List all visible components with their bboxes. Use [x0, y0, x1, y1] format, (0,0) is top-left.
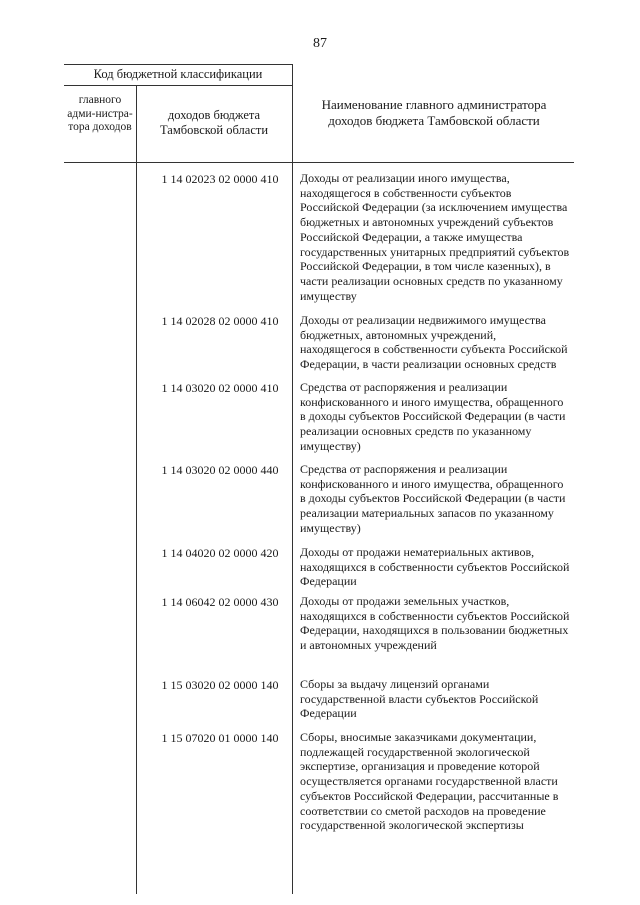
- row-code-4: 1 14 03020 02 0000 440: [161, 463, 279, 477]
- row-code-2: 1 14 02028 02 0000 410: [161, 314, 279, 328]
- row-code-5: 1 14 04020 02 0000 420: [161, 546, 279, 560]
- row-name-3: Средства от распоряжения и реализации конфискованного и иного имущества, обращенного в доходы субъектов Российской Федерации (в части реализации основных средств по указанному имуществу): [300, 380, 566, 453]
- row-name-1: Доходы от реализации иного имущества, находящегося в собственности субъектов Российской Федерации (за исключением имущества бюджетных и автономных учреждений субъектов Российской Федерации, а также имущества государственных унитарных предприятий субъектов Российской Федерации, в том числе казенных), в части реализации основных средств по указанному имуществу: [300, 171, 570, 303]
- header-group-divider: [64, 85, 292, 86]
- row-code-3: 1 14 03020 02 0000 410: [161, 381, 279, 395]
- row-name-6: Доходы от продажи земельных участков, находящихся в собственности субъектов Российской Федерации, находящихся в пользовании бюджетных и автономных учреждений: [300, 594, 570, 653]
- header-revenue-code-label: доходов бюджета Тамбовской области: [159, 108, 269, 137]
- header-administrator-name-label: Наименование главного администратора доходов бюджета Тамбовской области: [321, 97, 547, 128]
- row-code-7: 1 15 03020 02 0000 140: [161, 678, 279, 692]
- row-name-5: Доходы от продажи нематериальных активов, находящихся в собственности субъектов Российской Федерации: [300, 545, 570, 589]
- header-admin-code: [66, 94, 134, 135]
- row-code-8: 1 15 07020 01 0000 140: [161, 731, 279, 745]
- header-bottom-border: [64, 162, 574, 163]
- header-admin-code-label: главного адми-нистра-тора доходов: [67, 94, 133, 134]
- row-code-1: 1 14 02023 02 0000 410: [161, 172, 279, 186]
- row-name-8: Сборы, вносимые заказчиками документации, подлежащей государственной экологической экспертизе, организация и проведение которой осуществляется органами государственной власти субъектов Российской Федерации, рассчитанные в соответствии со сметой расходов на проведение государственной экологической экспертизы: [300, 730, 559, 833]
- table-top-border: [64, 64, 292, 65]
- row-code-6: 1 14 06042 02 0000 430: [161, 595, 279, 609]
- column-divider-2: [292, 64, 293, 894]
- column-divider-1: [136, 85, 137, 894]
- row-name-2: Доходы от реализации недвижимого имущества бюджетных, автономных учреждений, находящегося в собственности субъекта Российской Федерации, в части реализации основных средств: [300, 313, 568, 372]
- header-administrator-name: [314, 97, 554, 129]
- row-name-7: Сборы за выдачу лицензий органами государственной власти субъектов Российской Федерации: [300, 677, 539, 721]
- page-number: 87: [313, 36, 327, 51]
- row-name-4: Средства от распоряжения и реализации конфискованного и иного имущества, обращенного в доходы субъектов Российской Федерации (в части реализации материальных запасов по указанному имуществу): [300, 462, 566, 535]
- budget-classification-table: [64, 64, 574, 894]
- header-group-title: Код бюджетной классификации: [93, 67, 263, 81]
- header-revenue-code: [144, 108, 284, 138]
